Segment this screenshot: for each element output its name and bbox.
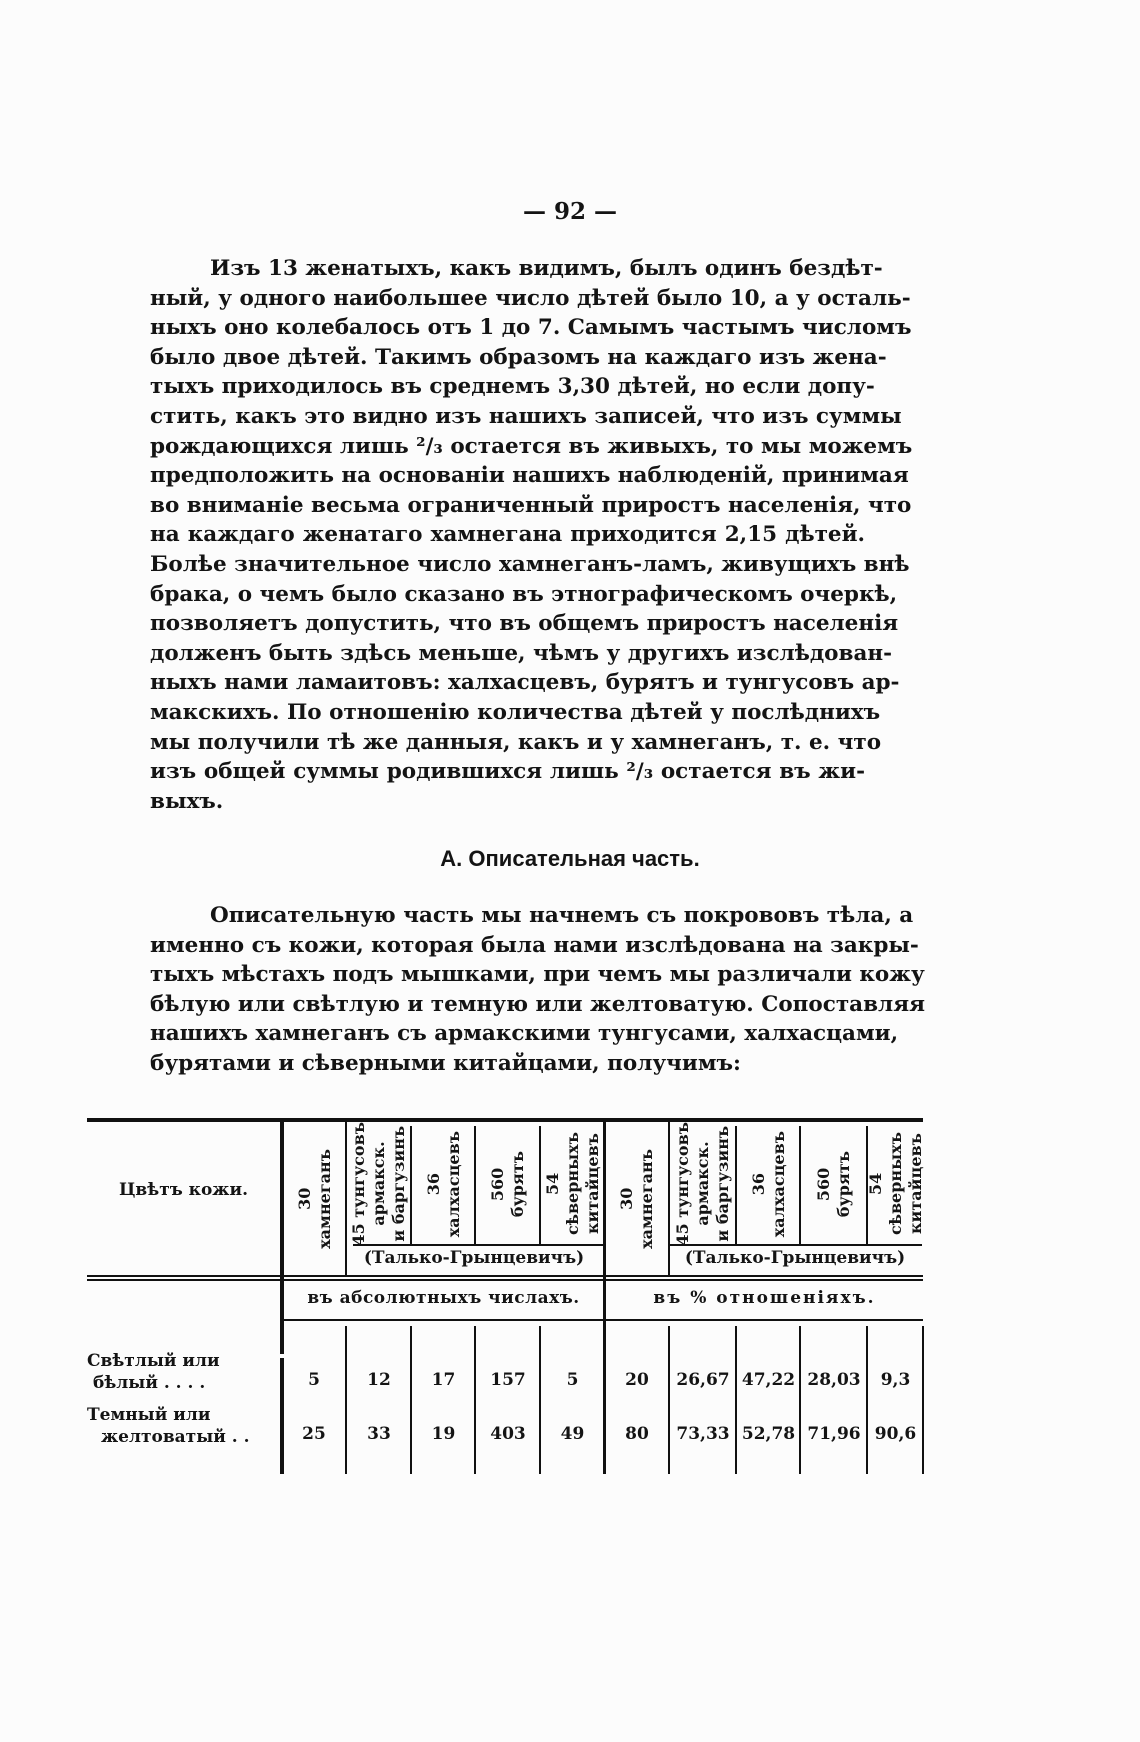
table-cell: 5 [566, 1370, 579, 1390]
column-header-text [488, 1151, 528, 1217]
text-line: ныхъ нами ламаитовъ: халхасцевъ, бурятъ и тунгусовъ ар- [150, 670, 900, 696]
column-header-line: армакск. [369, 1141, 388, 1227]
table-cell: 403 [490, 1424, 526, 1444]
column-header [738, 1124, 799, 1244]
row-label-line: Свѣтлый или [87, 1351, 220, 1371]
column-header-text [866, 1132, 926, 1235]
column-divider [799, 1126, 801, 1244]
column-header-text [349, 1122, 409, 1246]
column-header-text [749, 1131, 789, 1237]
column-divider [539, 1126, 541, 1244]
column-header-line: и баргузинъ [713, 1126, 732, 1242]
table-right-edge [922, 1326, 924, 1474]
table-cell: 9,3 [880, 1370, 911, 1390]
column-header-line: 30 [617, 1187, 636, 1211]
column-divider [345, 1326, 347, 1474]
text-line: ный, у одного наибольшее число дѣтей было 10, а у осталь- [150, 285, 911, 311]
column-header-line: 45 тунгусовъ [673, 1122, 692, 1246]
column-header [477, 1124, 539, 1244]
column-header-line: и баргузинъ [389, 1126, 408, 1242]
table-top-rule [87, 1118, 923, 1122]
text-line: ныхъ оно колебалось отъ 1 до 7. Самымъ частымъ числомъ [150, 315, 912, 341]
column-header-line: китайцевъ [905, 1133, 925, 1235]
text-line: долженъ быть здѣсь меньше, чѣмъ у другихъ изслѣдован- [150, 640, 893, 666]
text-line: Болѣе значительное число хамнеганъ-ламъ, живущихъ внѣ [150, 551, 910, 577]
column-header-text [814, 1151, 854, 1217]
column-header-line: 45 тунгусовъ [349, 1122, 368, 1246]
header-rule-2 [87, 1279, 923, 1281]
text-line: тыхъ приходилось въ среднемъ 3,30 дѣтей, но если допу- [150, 374, 875, 400]
column-header-line: 30 [294, 1187, 314, 1211]
table-cell: 49 [560, 1424, 585, 1444]
column-divider [735, 1126, 737, 1244]
text-line: предположить на основаніи нашихъ наблюденій, принимая [150, 463, 909, 489]
table-cell: 33 [367, 1424, 391, 1444]
group-label: въ % отношеніяхъ. [653, 1288, 876, 1308]
label-header: Цвѣтъ кожи. [119, 1180, 248, 1200]
table-cell: 52,78 [741, 1424, 796, 1444]
column-header-line: сѣверныхъ [562, 1132, 582, 1236]
column-header-line: бурятъ [508, 1150, 527, 1218]
column-header [542, 1124, 603, 1244]
row-label [87, 1350, 272, 1394]
table-cell: 19 [431, 1424, 456, 1444]
text-line: макскихъ. По отношенію количества дѣтей у послѣднихъ [150, 699, 881, 725]
column-header-line: 54 [542, 1172, 562, 1196]
column-header-text [295, 1149, 335, 1249]
table-cell: 25 [302, 1424, 326, 1444]
column-header [671, 1124, 735, 1244]
page-number: — 92 — [522, 198, 618, 225]
paragraph-1 [150, 254, 913, 816]
text-line: бѣлую или свѣтлую и темную или желтоватую. Сопоставляя [150, 991, 925, 1017]
column-divider [474, 1126, 476, 1244]
section-heading: А. Описательная часть. [440, 846, 700, 871]
column-header-text [617, 1149, 657, 1249]
table-cell: 5 [308, 1370, 320, 1390]
column-divider [799, 1326, 801, 1474]
text-line: во вниманіе весьма ограниченный приростъ населенія, что [150, 492, 912, 518]
text-line: мы получили тѣ же данныя, какъ и у хамнеганъ, т. е. что [150, 729, 882, 755]
text-line: позволяетъ допустить, что въ общемъ приростъ населенія [150, 611, 899, 637]
text-line: Изъ 13 женатыхъ, какъ видимъ, былъ одинъ бездѣт- [210, 256, 883, 281]
text-line: на каждаго женатаго хамнегана приходится 2,15 дѣтей. [150, 522, 865, 548]
group-label: въ абсолютныхъ числахъ. [307, 1288, 580, 1308]
text-line: тыхъ мѣстахъ подъ мышками, при чемъ мы различали кожу [150, 962, 925, 988]
table-cell: 20 [625, 1370, 649, 1390]
column-header-line: 560 [488, 1167, 507, 1201]
column-divider [668, 1326, 670, 1474]
column-header-text [424, 1131, 464, 1237]
table-cell: 12 [367, 1370, 391, 1390]
text-line: брака, о чемъ было сказано въ этнографическомъ очеркѣ, [150, 581, 898, 607]
column-divider [866, 1326, 868, 1474]
column-header-line: хамнеганъ [314, 1149, 334, 1249]
table-cell: 157 [490, 1370, 526, 1390]
text-line: выхъ. [150, 788, 224, 814]
column-header [413, 1124, 474, 1244]
table-cell: 26,67 [676, 1370, 730, 1390]
row-label-line: Темный или [87, 1405, 211, 1425]
text-line: было двое дѣтей. Такимъ образомъ на каждаго изъ жена- [150, 344, 887, 370]
column-header-line: хамнеганъ [637, 1149, 656, 1249]
text-line: Описательную часть мы начнемъ съ покрововъ тѣла, а [210, 903, 914, 928]
column-header-line: бурятъ [834, 1150, 853, 1218]
text-line: нашихъ хамнеганъ съ армакскими тунгусами, халхасцами, [150, 1021, 899, 1047]
column-header [606, 1124, 668, 1274]
column-divider [539, 1326, 541, 1474]
table-cell: 90,6 [874, 1424, 917, 1444]
column-divider [735, 1326, 737, 1474]
source-label: (Талько-Грынцевичъ) [363, 1248, 585, 1268]
text-line: именно съ кожи, которая была нами изслѣдована на закры- [150, 932, 919, 958]
column-header-line: халхасцевъ [768, 1130, 788, 1238]
column-header-line: сѣверныхъ [885, 1132, 905, 1236]
column-header-line: 36 [748, 1172, 768, 1196]
column-header [865, 1124, 925, 1244]
row-label [87, 1404, 272, 1448]
table-cell: 71,96 [807, 1424, 861, 1444]
source-label: (Талько-Грынцевичъ) [684, 1248, 906, 1268]
column-header-line: армакск. [693, 1141, 712, 1227]
text-line: бурятами и сѣверными китайцами, получимъ: [150, 1050, 741, 1076]
column-header [348, 1124, 410, 1244]
column-divider [474, 1326, 476, 1474]
header-rule [87, 1275, 923, 1277]
text-line: рождающихся лишь ²/₃ остается въ живыхъ, то мы можемъ [150, 433, 913, 459]
column-header-text [543, 1132, 603, 1235]
table-cell: 73,33 [676, 1424, 730, 1444]
table-cell: 80 [625, 1424, 649, 1444]
table-cell: 47,22 [741, 1370, 796, 1390]
column-header-line: китайцевъ [582, 1133, 602, 1235]
column-header-line: халхасцевъ [443, 1130, 463, 1238]
paragraph-2 [150, 901, 925, 1079]
row-label-line: желтоватый . . [101, 1427, 250, 1447]
column-header-line: 560 [814, 1167, 833, 1201]
text-line: изъ общей суммы родившихся лишь ²/₃ остается въ жи- [150, 759, 865, 785]
column-header [802, 1124, 866, 1244]
column-header [284, 1124, 345, 1274]
table-cell: 17 [431, 1370, 456, 1390]
column-header-line: 36 [423, 1172, 443, 1196]
row-label-line: бѣлый . . . . [93, 1373, 206, 1393]
column-divider [410, 1326, 412, 1474]
column-divider [410, 1126, 412, 1244]
skin-color-table [87, 1118, 923, 1474]
column-header-text [673, 1122, 733, 1246]
column-header-line: 54 [865, 1172, 885, 1196]
text-line: стить, какъ это видно изъ нашихъ записей, что изъ суммы [150, 403, 902, 429]
table-cell: 28,03 [807, 1370, 861, 1390]
